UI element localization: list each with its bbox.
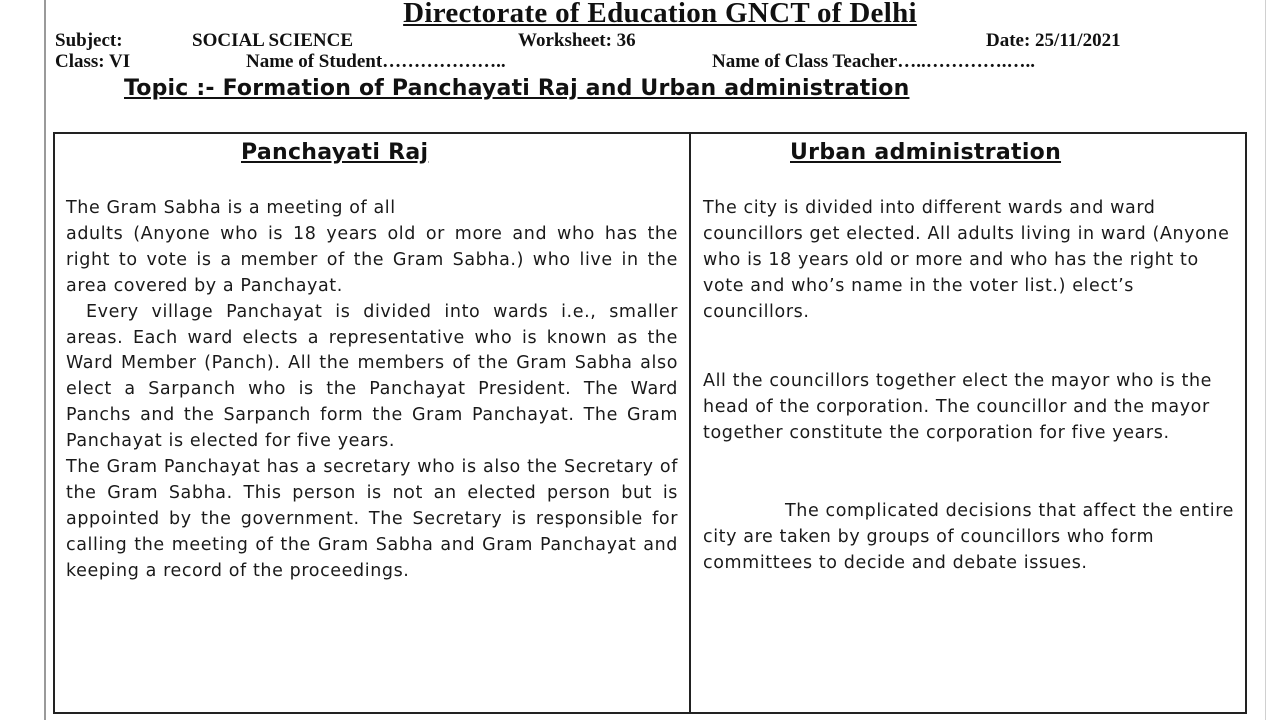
class-label: Class: VI — [55, 51, 131, 72]
urban-admin-paragraph-2: All the councillors together elect the mayor who is the head of the corporation. The councillor and the mayor together constitute the corporation for five years. — [703, 371, 1213, 443]
panchayati-raj-heading: Panchayati Raj — [241, 140, 429, 165]
urban-administration-heading: Urban administration — [790, 140, 1062, 165]
paragraph: The Gram Panchayat has a secretary who is also the Secretary of the Gram Sabha. This person is not an elected person but is appointed by the government. The Secretary is responsible for calling the meeting of the Gram Sabha and Gram Panchayat and keeping a record of the proceedings. — [66, 457, 678, 581]
student-name-field: Name of Student……………….. — [246, 51, 506, 72]
column-divider — [689, 132, 691, 714]
urban-admin-paragraph-1: The city is divided into different wards and ward councillors get elected. All adults living in ward (Anyone who is 18 years old or more and who has the right to vote and who’s name in the voter list.) elect’s councillors. — [703, 198, 1230, 322]
paragraph: The Gram Sabha is a meeting of all — [66, 198, 396, 218]
teacher-name-field: Name of Class Teacher…..………….….. — [712, 51, 1035, 72]
subject-label: Subject: — [55, 30, 123, 51]
panchayati-raj-text — [66, 196, 678, 585]
worksheet-number: Worksheet: 36 — [518, 30, 636, 51]
document-title: Directorate of Education GNCT of Delhi — [403, 0, 917, 29]
worksheet-date: Date: 25/11/2021 — [986, 30, 1121, 51]
subject-value: SOCIAL SCIENCE — [192, 30, 354, 51]
urban-admin-paragraph-3: The complicated decisions that affect the entire city are taken by groups of councillors who form committees to decide and debate issues. — [703, 501, 1234, 573]
paragraph: adults (Anyone who is 18 years old or more and who has the right to vote is a member of the Gram Sabha.) who live in the area covered by a Panchayat. — [66, 223, 678, 296]
page-right-edge — [1265, 0, 1266, 720]
page-left-edge — [44, 0, 46, 720]
topic-heading: Topic :- Formation of Panchayati Raj and Urban administration — [124, 76, 910, 101]
paragraph: Every village Panchayat is divided into wards i.e., smaller areas. Each ward elects a representative who is known as the Ward Member (Panch). All the members of the Gram Sabha also elect a Sarpanch who is the Panchayat President. The Ward Panchs and the Sarpanch form the Gram Panchayat. The Gram Panchayat is elected for five years. — [66, 301, 678, 452]
